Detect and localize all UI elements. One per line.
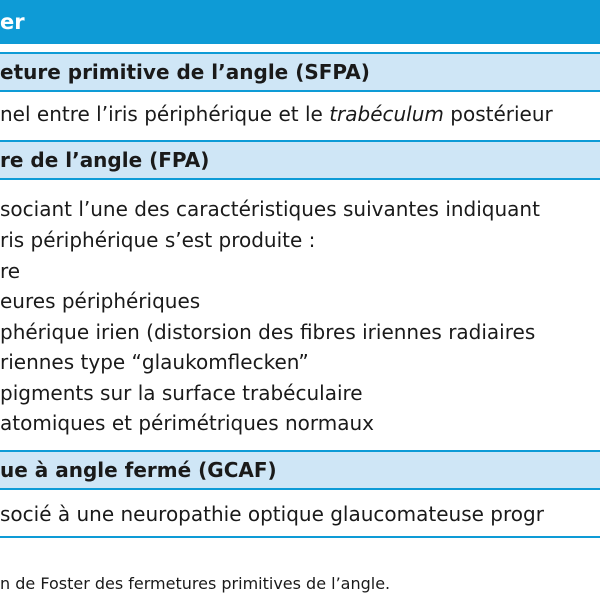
list-item: riennes type “glaukomflecken” bbox=[0, 350, 309, 374]
list-item: phérique irien (distorsion des fibres iriennes radiaires bbox=[0, 320, 536, 344]
section-title-sfpa: eture primitive de l’angle (SFPA) bbox=[0, 60, 370, 84]
list-item: atomiques et périmétriques normaux bbox=[0, 411, 375, 435]
figure-caption: n de Foster des fermetures primitives de l’angle. bbox=[0, 574, 391, 593]
list-item: eures périphériques bbox=[0, 289, 201, 313]
section-line-gcaf: socié à une neuropathie optique glaucomateuse progr bbox=[0, 502, 544, 526]
table-title: er bbox=[0, 10, 25, 34]
list-item: sociant l’une des caractéristiques suivantes indiquant bbox=[0, 197, 540, 221]
text-fragment: nel entre l’iris périphérique et le bbox=[0, 102, 330, 126]
list-item: re bbox=[0, 259, 21, 283]
section-header-gcaf bbox=[0, 450, 600, 490]
list-item: ris périphérique s’est produite : bbox=[0, 228, 316, 252]
italic-term: trabéculum bbox=[329, 102, 444, 126]
table-bottom-rule bbox=[0, 536, 600, 538]
section-header-fpa bbox=[0, 140, 600, 180]
text-fragment: postérieur bbox=[443, 102, 553, 126]
table-header bbox=[0, 0, 600, 44]
section-title-fpa: re de l’angle (FPA) bbox=[0, 148, 210, 172]
list-item: pigments sur la surface trabéculaire bbox=[0, 381, 363, 405]
section-header-sfpa bbox=[0, 52, 600, 92]
section-title-gcaf: ue à angle fermé (GCAF) bbox=[0, 458, 277, 482]
section-line-sfpa bbox=[0, 102, 553, 126]
